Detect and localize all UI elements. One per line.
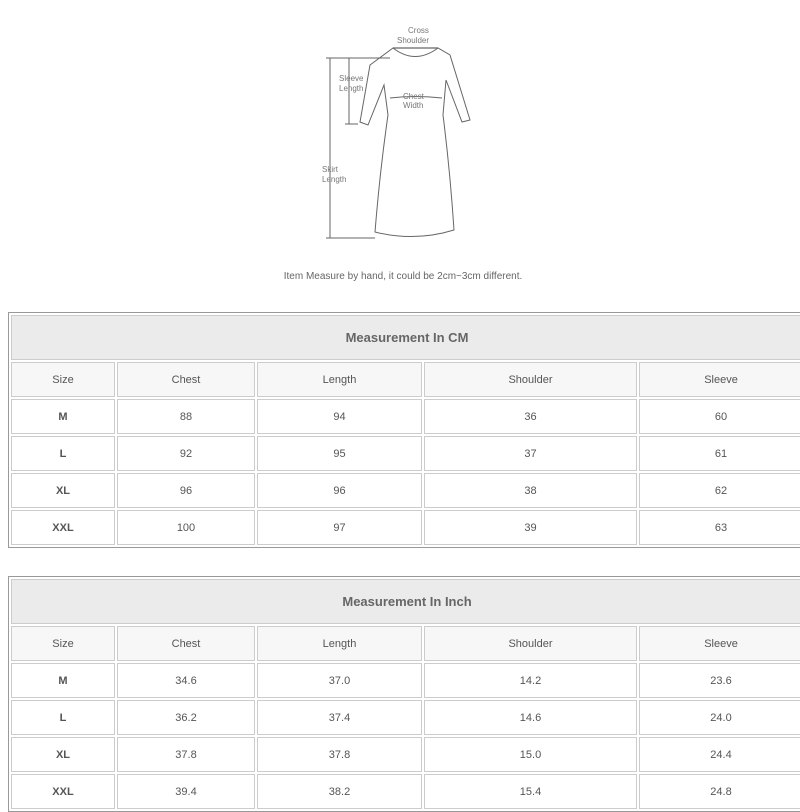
sleeve-length-label: Sleeve [339,74,364,83]
value-cell: 37.0 [257,663,422,698]
value-cell: 15.4 [424,774,637,809]
dress-outline [360,48,470,237]
value-cell: 24.4 [639,737,800,772]
size-table-cm [8,312,800,548]
value-cell: 24.8 [639,774,800,809]
column-header: Chest [117,626,255,661]
value-cell: 24.0 [639,700,800,735]
size-cell: XL [11,737,115,772]
size-cell: M [11,663,115,698]
value-cell: 96 [117,473,255,508]
size-cell: XXL [11,774,115,809]
chest-width-label-2: Width [403,101,424,110]
table-row [11,737,800,772]
value-cell: 37.8 [117,737,255,772]
value-cell: 37 [424,436,637,471]
table-title: Measurement In CM [11,315,800,360]
cross-shoulder-label: Cross [408,26,429,35]
table-row [11,774,800,809]
value-cell: 94 [257,399,422,434]
size-table-inch [8,576,800,812]
value-cell: 100 [117,510,255,545]
size-cell: L [11,700,115,735]
value-cell: 61 [639,436,800,471]
value-cell: 15.0 [424,737,637,772]
column-header: Chest [117,362,255,397]
value-cell: 88 [117,399,255,434]
value-cell: 37.8 [257,737,422,772]
value-cell: 36.2 [117,700,255,735]
size-cell: L [11,436,115,471]
column-header: Shoulder [424,362,637,397]
sleeve-length-label-2: Length [339,84,364,93]
value-cell: 97 [257,510,422,545]
value-cell: 39 [424,510,637,545]
value-cell: 14.6 [424,700,637,735]
value-cell: 62 [639,473,800,508]
dress-measurement-diagram [300,10,500,270]
value-cell: 39.4 [117,774,255,809]
value-cell: 34.6 [117,663,255,698]
column-header: Length [257,362,422,397]
value-cell: 63 [639,510,800,545]
table-row [11,700,800,735]
value-cell: 23.6 [639,663,800,698]
size-cell: XXL [11,510,115,545]
column-header: Shoulder [424,626,637,661]
column-header: Size [11,626,115,661]
column-header: Sleeve [639,362,800,397]
value-cell: 92 [117,436,255,471]
skirt-length-label: Skirt [322,165,338,174]
table-title: Measurement In Inch [11,579,800,624]
size-cell: XL [11,473,115,508]
cross-shoulder-label-2: Shoulder [397,36,430,45]
value-cell: 95 [257,436,422,471]
value-cell: 38 [424,473,637,508]
value-cell: 96 [257,473,422,508]
value-cell: 37.4 [257,700,422,735]
table-row [11,510,800,545]
value-cell: 60 [639,399,800,434]
value-cell: 38.2 [257,774,422,809]
header-row [11,626,800,661]
table-row [11,663,800,698]
skirt-length-label-2: Length [322,175,347,184]
chest-width-label: Chest [403,92,424,101]
column-header: Length [257,626,422,661]
value-cell: 14.2 [424,663,637,698]
value-cell: 36 [424,399,637,434]
header-row [11,362,800,397]
column-header: Sleeve [639,626,800,661]
table-row [11,436,800,471]
measurement-note: Item Measure by hand, it could be 2cm~3cm different. [283,271,523,282]
table-row [11,399,800,434]
column-header: Size [11,362,115,397]
size-cell: M [11,399,115,434]
table-row [11,473,800,508]
